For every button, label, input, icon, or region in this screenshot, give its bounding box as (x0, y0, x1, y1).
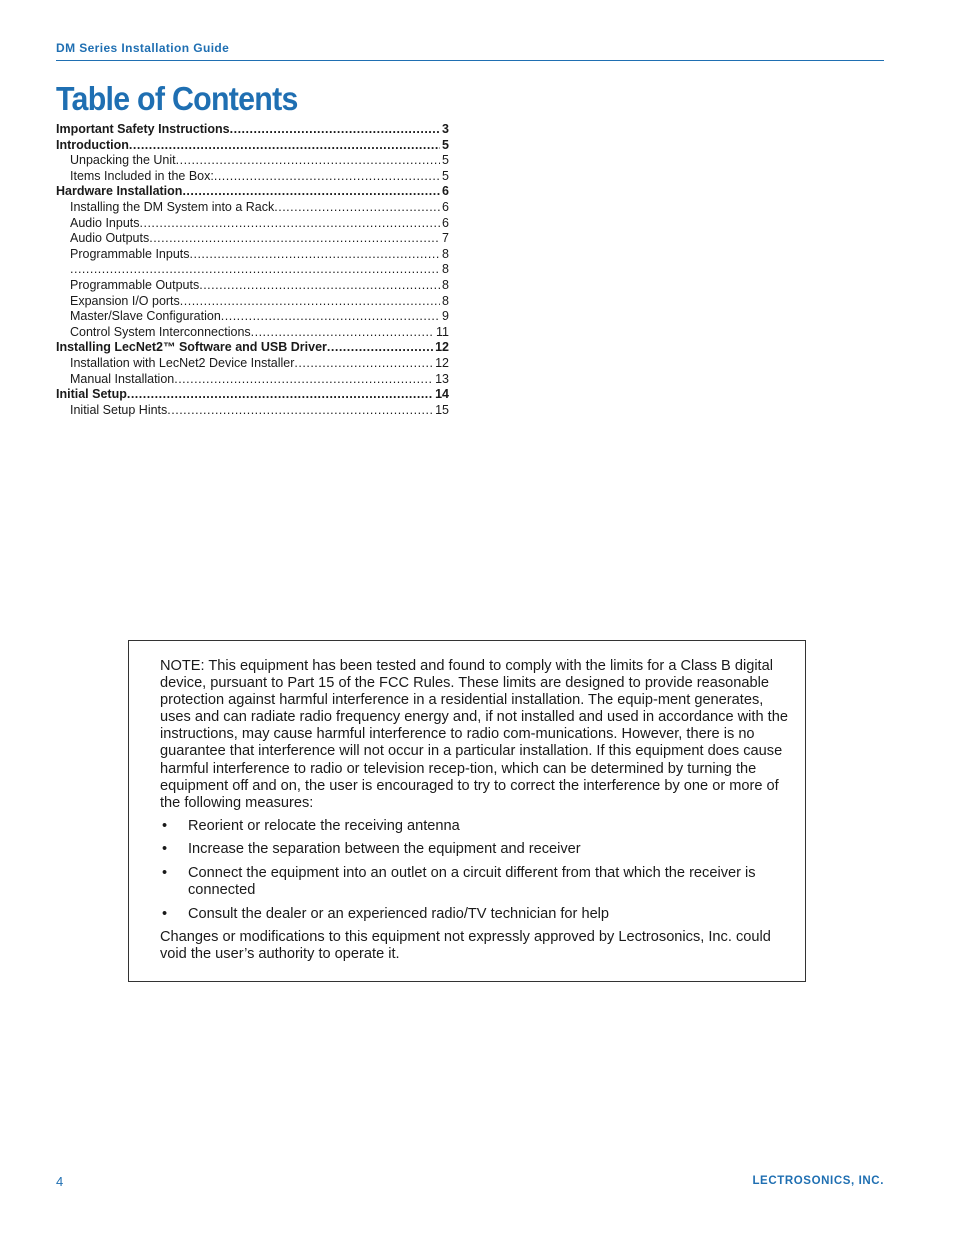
toc-entry[interactable] (56, 153, 449, 169)
toc-entry[interactable] (56, 169, 449, 185)
bullet-icon: • (162, 905, 168, 922)
toc-dot-leader (199, 278, 440, 294)
toc-entry-label: Programmable Outputs (70, 277, 200, 292)
toc-entry[interactable] (56, 340, 449, 356)
toc-entry[interactable] (56, 184, 449, 200)
toc-entry[interactable] (56, 278, 449, 294)
toc-dot-leader (221, 309, 440, 325)
toc-dot-leader (140, 216, 441, 232)
bullet-icon: • (162, 817, 168, 834)
fcc-notice-intro: NOTE: This equipment has been tested and found to comply with the limits for a Class B digital device, pursuant to Part 15 of the FCC Rules. These limits are designed to provide reasonable protection against harmful interference in a residential installation. The equip-ment generates, uses and can radiate radio frequency energy and, if not installed and used in accordance with the instructions, may cause harmful interference to radio com-munications. However, there is no guarantee that interference will not occur in a particular installation. If this equipment does cause harmful interference to radio or television recep-tion, which can be determined by turning the equipment off and on, the user is encouraged to try to correct the interference by one or more of the following measures: (160, 658, 788, 811)
toc-entry-page: 14 (435, 387, 449, 402)
toc-entry-page: 11 (436, 324, 449, 339)
toc-entry-page: 6 (442, 184, 449, 199)
toc-entry-page: 15 (435, 402, 449, 417)
toc-entry-label: Manual Installation (70, 371, 175, 386)
toc-dot-leader (327, 340, 433, 356)
toc-entry-label: Initial Setup Hints (70, 402, 168, 417)
company-name: LECTROSONICS, INC. (752, 1175, 884, 1187)
toc-entry-page: 6 (442, 215, 449, 230)
toc-entry[interactable] (56, 262, 449, 278)
toc-dot-leader (176, 153, 440, 169)
toc-entry-label: Programmable Inputs (70, 246, 190, 261)
toc-dot-leader (180, 294, 440, 310)
table-of-contents (56, 122, 449, 418)
toc-entry[interactable] (56, 387, 449, 403)
fcc-notice-closing: Changes or modifications to this equipment not expressly approved by Lectrosonics, Inc. could void the user’s authority to operate it. (160, 929, 771, 963)
fcc-measure-item (160, 841, 788, 858)
fcc-measure-item (160, 865, 788, 899)
fcc-measure-item (160, 906, 788, 923)
toc-entry[interactable] (56, 200, 449, 216)
toc-entry[interactable] (56, 325, 449, 341)
toc-dot-leader (149, 231, 440, 247)
page-number: 4 (56, 1174, 64, 1189)
toc-entry-label: Initial Setup (56, 387, 127, 402)
toc-entry-label: Introduction (56, 137, 129, 152)
toc-dot-leader (214, 169, 440, 185)
fcc-measure-text: Consult the dealer or an experienced radio/TV technician for help (188, 905, 610, 922)
fcc-measure-item (160, 818, 788, 835)
bullet-icon: • (162, 841, 168, 858)
toc-dot-leader (70, 262, 440, 278)
toc-entry-page: 7 (442, 231, 449, 246)
toc-dot-leader (190, 247, 441, 263)
toc-entry[interactable] (56, 294, 449, 310)
fcc-measure-text: Increase the separation between the equipment and receiver (188, 841, 581, 858)
toc-dot-leader (129, 138, 440, 154)
toc-entry-page: 13 (435, 371, 449, 386)
toc-entry[interactable] (56, 309, 449, 325)
header-divider (56, 60, 884, 61)
page-title: Table of Contents (56, 80, 298, 117)
toc-entry[interactable] (56, 403, 449, 419)
running-header: DM Series Installation Guide (56, 41, 230, 55)
toc-entry-label: Installation with LecNet2 Device Installer (70, 355, 295, 370)
toc-entry[interactable] (56, 216, 449, 232)
toc-entry-label: Installing the DM System into a Rack (70, 199, 275, 214)
toc-entry[interactable] (56, 138, 449, 154)
toc-entry-page: 6 (442, 199, 449, 214)
toc-dot-leader (274, 200, 440, 216)
toc-entry-page: 12 (435, 355, 449, 370)
toc-entry-label: Items Included in the Box: (70, 168, 214, 183)
toc-dot-leader (294, 356, 433, 372)
toc-entry-page: 5 (442, 153, 449, 168)
toc-entry-label: Control System Interconnections (70, 324, 251, 339)
toc-entry[interactable] (56, 231, 449, 247)
toc-dot-leader (174, 372, 433, 388)
toc-entry[interactable] (56, 247, 449, 263)
toc-entry-page: 8 (442, 246, 449, 261)
toc-dot-leader (230, 122, 440, 138)
toc-dot-leader (167, 403, 433, 419)
toc-entry-label: Unpacking the Unit (70, 153, 176, 168)
fcc-measures-list (160, 818, 788, 923)
toc-entry-page: 5 (442, 137, 449, 152)
toc-entry-label: Important Safety Instructions (56, 122, 230, 136)
toc-entry-page: 8 (442, 277, 449, 292)
toc-entry-label: Installing LecNet2™ Software and USB Driver (56, 340, 327, 355)
toc-entry-label: Master/Slave Configuration (70, 309, 221, 324)
toc-dot-leader (127, 387, 433, 403)
fcc-measure-text: Reorient or relocate the receiving antenna (188, 817, 460, 834)
toc-entry-page: 9 (442, 309, 449, 324)
fcc-notice-box (128, 640, 806, 982)
toc-entry-page: 5 (442, 168, 449, 183)
bullet-icon: • (162, 865, 168, 882)
toc-entry-page: 3 (442, 122, 449, 136)
toc-entry-label: Expansion I/O ports (70, 293, 180, 308)
toc-entry-label: Audio Outputs (70, 231, 150, 246)
toc-entry-page: 12 (435, 340, 449, 355)
toc-entry[interactable] (56, 122, 449, 138)
toc-entry-page: 8 (442, 262, 449, 277)
toc-entry-label: Hardware Installation (56, 184, 183, 199)
toc-entry[interactable] (56, 372, 449, 388)
fcc-measure-text: Connect the equipment into an outlet on a circuit different from that which the receiver is connected (188, 865, 756, 899)
toc-entry-page: 8 (442, 293, 449, 308)
toc-dot-leader (182, 184, 440, 200)
toc-entry-label: Audio Inputs (70, 215, 140, 230)
toc-entry[interactable] (56, 356, 449, 372)
toc-dot-leader (251, 325, 434, 341)
